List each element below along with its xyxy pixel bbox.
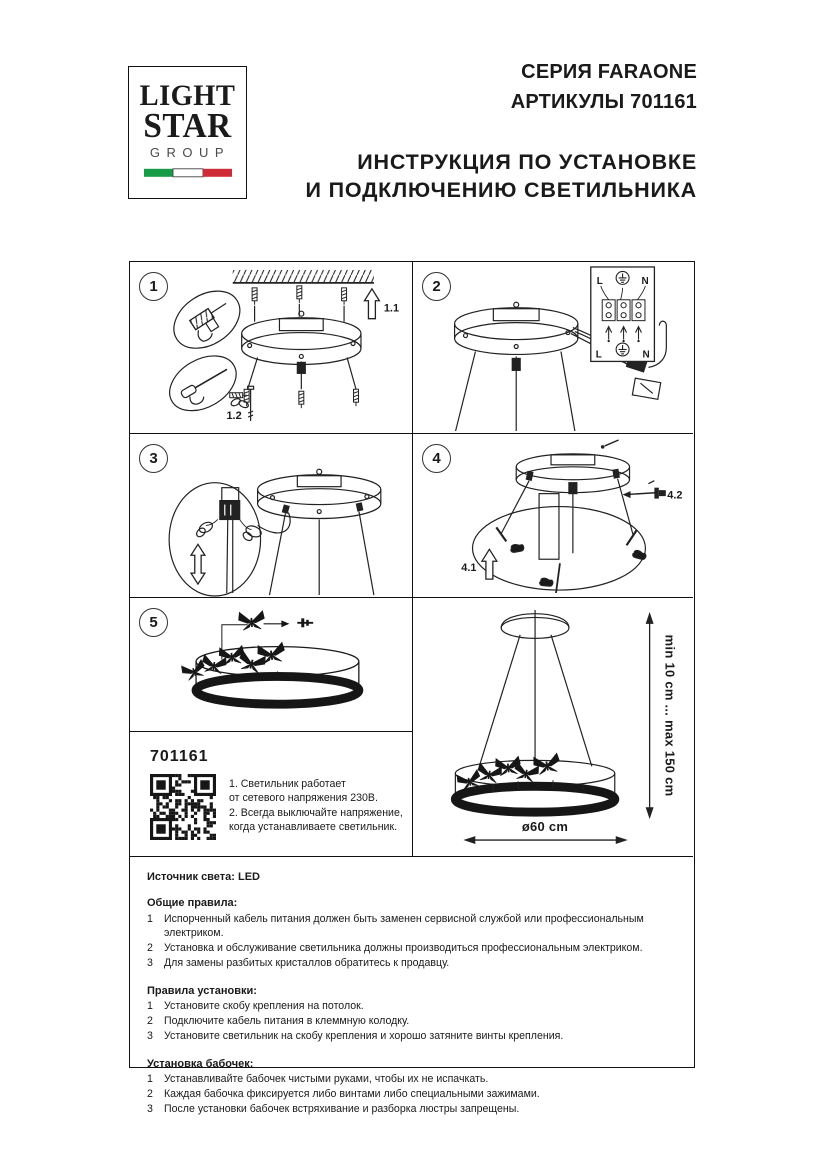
- label-1-2: 1.2: [226, 410, 242, 423]
- item-text: Установите светильник на скобу крепления и хорошо затяните винты крепления.: [164, 1029, 564, 1042]
- italian-flag: [129, 165, 246, 183]
- section-butterflies: [147, 1058, 679, 1117]
- item-number: 2: [147, 942, 153, 955]
- butterfly-screw-icon: [297, 618, 313, 627]
- item-number: 1: [147, 912, 153, 925]
- instruction-item: [147, 999, 679, 1014]
- screwdriver-icon: [180, 366, 235, 409]
- article-number: 701161: [150, 748, 209, 765]
- chandelier-diagram: [413, 598, 693, 856]
- step1-panel: [130, 262, 413, 434]
- item-number: 1: [147, 1000, 153, 1013]
- updown-arrow-icon: [191, 544, 205, 584]
- lightstar-logo: [128, 66, 247, 199]
- butterfly-detail-icon: [238, 611, 265, 631]
- step2-panel: [413, 262, 693, 434]
- item-number: 1: [147, 1073, 153, 1086]
- instruction-item: [147, 1029, 679, 1044]
- instruction-item: [147, 1087, 679, 1102]
- instruction-item: [147, 1072, 679, 1087]
- section-title: Установка бабочек:: [147, 1057, 254, 1070]
- item-text: Устанавливайте бабочек чистыми руками, чтобы их не испачкать.: [164, 1073, 489, 1086]
- item-text: Установите скобу крепления на потолок.: [164, 1000, 364, 1013]
- article-title: АРТИКУЛЫ 701161: [510, 91, 697, 113]
- product-info-panel: [130, 732, 413, 857]
- terminal-N-top: N: [641, 275, 649, 287]
- crystal-band: [196, 676, 359, 704]
- lift-arrow-icon: [482, 549, 497, 579]
- chandelier-dimensions-panel: [413, 598, 693, 857]
- safety-notes: [229, 777, 403, 835]
- step4-diagram: [413, 434, 693, 597]
- step3-diagram: [130, 434, 412, 597]
- item-number: 3: [147, 956, 153, 969]
- item-number: 3: [147, 1029, 153, 1042]
- hand-icon: [510, 543, 524, 553]
- item-text: Установка и обслуживание светильника должны производиться профессиональным электриком.: [164, 942, 643, 955]
- step5-panel: [130, 598, 413, 732]
- instruction-item: [147, 1102, 679, 1117]
- item-text: Каждая бабочка фиксируется либо винтами либо специальными зажимами.: [164, 1087, 540, 1100]
- step3-panel: [130, 434, 413, 598]
- instruction-item: [147, 1014, 679, 1029]
- label-4-1: 4.1: [461, 562, 477, 575]
- terminal-L-bottom: L: [595, 349, 602, 361]
- instruction-item: [147, 912, 679, 942]
- step1-number: 1: [139, 272, 168, 301]
- safety-note-line: когда устанавливаете светильник.: [229, 821, 398, 834]
- step1-diagram: [130, 262, 412, 433]
- label-4-2: 4.2: [667, 489, 683, 502]
- instruction-item: [147, 956, 679, 971]
- item-text: Подключите кабель питания в клеммную колодку.: [164, 1014, 410, 1027]
- item-text: После установки бабочек встряхивание и разборка люстры запрещены.: [164, 1102, 520, 1115]
- instruction-title-line1: ИНСТРУКЦИЯ ПО УСТАНОВКЕ: [357, 150, 697, 174]
- document-title-block: [306, 57, 697, 204]
- instruction-item: [147, 941, 679, 956]
- terminal-N-bottom: N: [642, 349, 650, 361]
- diameter-label: ø60 cm: [521, 819, 569, 835]
- step4-panel: [413, 434, 693, 598]
- hand-icon: [632, 550, 646, 561]
- item-number: 2: [147, 1014, 153, 1027]
- logo-word-star: STAR: [143, 106, 232, 145]
- step5-diagram: [130, 598, 412, 731]
- crystal-band: [455, 786, 614, 812]
- instructions-text-panel: [130, 857, 693, 1115]
- step4-number: 4: [422, 444, 451, 473]
- diagram-grid: [129, 261, 695, 1115]
- qr-code: [150, 774, 216, 840]
- section-title: Правила установки:: [147, 984, 257, 997]
- item-number: 2: [147, 1087, 153, 1100]
- butterflies: [180, 611, 313, 682]
- drill-icon: [188, 299, 237, 343]
- terminal-L-top: L: [596, 275, 603, 287]
- label-1-1: 1.1: [383, 302, 400, 315]
- series-title: СЕРИЯ FARAONE: [521, 61, 697, 83]
- safety-note-line: 1. Светильник работает: [229, 778, 346, 790]
- instruction-title-line2: И ПОДКЛЮЧЕНИЮ СВЕТИЛЬНИКА: [305, 178, 697, 202]
- section-title: Общие правила:: [147, 897, 238, 909]
- item-text: Испорченный кабель питания должен быть заменен сервисной службой или профессиональным электриком.: [164, 912, 644, 940]
- butterfly-icon: [180, 659, 207, 681]
- logo-word-group: GROUP: [149, 145, 231, 160]
- item-number: 3: [147, 1102, 153, 1115]
- safety-note-line: от сетевого напряжения 230В.: [229, 792, 378, 805]
- logo-word-light: LIGHT: [139, 79, 236, 112]
- step2-diagram: [413, 262, 693, 433]
- height-range-label: min 10 cm ... max 150 cm: [662, 634, 678, 797]
- light-source: Источник света: LED: [147, 871, 260, 883]
- safety-note-line: 2. Всегда выключайте напряжение,: [229, 806, 403, 819]
- lift-arrow-icon: [364, 289, 379, 319]
- step3-number: 3: [139, 444, 168, 473]
- step2-number: 2: [422, 272, 451, 301]
- section-general-rules: [147, 897, 679, 971]
- step5-number: 5: [139, 608, 168, 637]
- item-text: Для замены разбитых кристаллов обратитесь к продавцу.: [164, 956, 450, 969]
- hand-icon: [540, 578, 554, 587]
- section-install-rules: [147, 985, 679, 1044]
